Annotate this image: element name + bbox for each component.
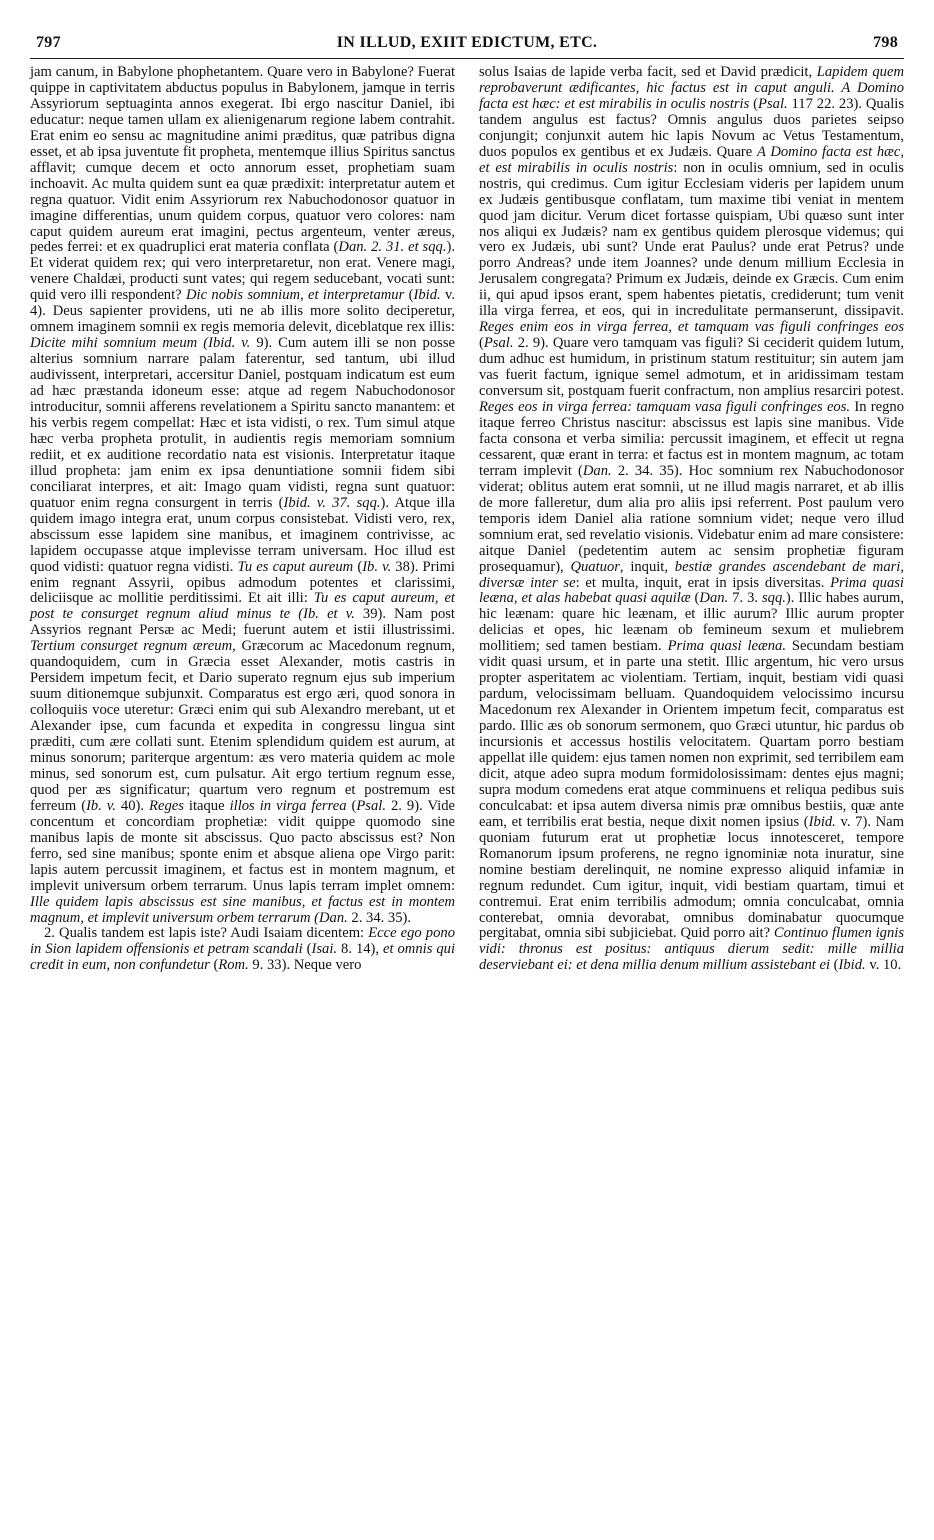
text-run: jam canum, in Babylone phophetantem. Quare vero in Babylone? Fuerat quippe in captivitatem abductus populus in Babylonem, jamque in terris Assyriorum septuaginta annos exegerat. Ibi ergo nascitur Daniel, ibi educatur: neque tamen ullam ex alienigenarum regione labem contrahit. Erat enim eo sensu ac magnitudine animi præditus, quæ patribus digna esset, et ab ipsa juventute fit propheta, mentemque illius Spiritus sanctus afflavit; cumque decem et octo annorum esset, prophetiam suam inchoavit. Ac multa quidem sunt ea quæ prædixit: interpretatur autem et regna quatuor. Vidit enim Assyriorum rex Nabuchodonosor quatuor in imagine differentias, unum quidem corpus, quatuor vero colores: nam caput quidem aureum erat imagini, pectus argenteum, venter æreus, pedes ferrei: et ex quadruplici erat materia conflata ( xyxy=(30,64,455,256)
text-run: ( xyxy=(749,95,759,112)
italic-text-run: Ib. v. xyxy=(86,797,116,814)
text-run: 2. Qualis tandem est lapis iste? Audi Isaiam dicentem: xyxy=(44,925,369,942)
text-run: 2. 34. 35). Hoc somnium rex Nabuchodonosor viderat; oblitus autem erat somnii, ut ne illud magis narraret, et ab illis de more falleretur, dum alia pro aliis ipsi referrent. Post paulum vero temporis idem Daniel alia ratione somnium videt; neque vero illud somnium erat, sed revelatio visionis. Videbatur enim ad mare consistere: aitque Daniel (pedetentim autem ac sensim prophetiæ figuram prosequamur), xyxy=(479,462,904,575)
text-run: ( xyxy=(302,941,312,958)
text-run: itaque xyxy=(183,797,230,814)
text-run: ( xyxy=(830,957,839,974)
italic-text-run: Reges xyxy=(149,797,184,814)
text-run: : et multa, inquit, erat in ipsis diversitas. xyxy=(575,574,831,591)
italic-text-run: Ibid. xyxy=(808,813,836,830)
text-run: solus Isaias de lapide verba facit, sed et David prædicit, xyxy=(479,64,817,80)
text-run: 2. 9). Vide concentum et concordiam prophetiæ: vidit quippe quomodo sine manibus lapis de monte sit abscissus. Quo pacto abscissus est? Non ferro, sed sine manibus; sponte enim et absque aliena ope Virgo parit: lapis autem percussit imaginem, et factus est in montem magnum, et implevit universum orbem terrarum. Unus lapis terram implet omnem: xyxy=(30,797,455,894)
italic-text-run: Dan. xyxy=(582,462,612,479)
italic-text-run: bestiæ grandes ascendebant de mari, diversæ inter se xyxy=(479,558,904,591)
italic-text-run: illos in virga ferrea xyxy=(229,797,347,814)
running-title: IN ILLUD, EXIIT EDICTUM, ETC. xyxy=(336,34,598,51)
text-run: : non in oculis omnium, sed in oculis nostris, qui credimus. Cum igitur Ecclesiam videris per lapidem unum ex Judæis gentibusque conflatam, tum maxime tibi veniat in mentem quod jam dicitur. Verum dicet fortasse quispiam, Ubi quæso sunt inter nos aliqui ex Judæis? nam ex gentibus quidem plerosque videmus; qui vero ex Judæis, ubi sunt? Unde erat Paulus? unde erat Petrus? unde porro Andreas? unde item Joannes? unde denum millium Ecclesia in Jerusalem congregata? Primum ex Judæis, deinde ex Græcis. Cum enim ii, qui apud ipsos erant, spem habentes pietatis, crediderunt; tum venit illa virga ferrea, et eos, qui in incredulitate permanserunt, dissipavit. xyxy=(479,159,904,320)
text-run: , Græcorum ac Macedonum regnum, quandoquidem, cum in Græcia esset Alexander, motis castris in Persidem impetum fecit, et Dario superato regnum ejus sub imperium suum ditionemque subjunxit. Comparatus est ergo æri, quod sonora in colloquiis voce uteretur: Græci enim qui sub Alexandro merebant, ut et Alexander ipse, cum facunda et expedita in congressu lingua sint præditi, cum ære collati sunt. Etenim splendidum quidem est aurum, at minus sonorum; pariterque argentum: æs vero materia quidem ac mole minus, sed sonorum est, cum pulsatur. Ait ergo tertium regnum esse, quod per æs significatur; quartum vero regnum et postremum est ferreum ( xyxy=(30,638,455,814)
text-run: Secundam bestiam vidit quasi ursum, et in parte una stetit. Illic argentum, hic vero ursus propter asperitatem ac violentiam. Tertiam, inquit, bestiam vidi quasi pardum, velocissimam belluam. Quandoquidem velocissimo incursu Macedonum rex Alexander in Orientem impetum fecit, comparatus est pardo. Illic æs ob sonorum sermonem, quo Græci utuntur, hic pardus ob incursionis et accessus hostilis velocitatem. Quartam porro bestiam appellat ille quidem: ejus tamen nomen non exprimit, sed terribilem eam dicit, atque adeo supra modum formidolosissimam: dentes ejus magni; supra modum comedens erat atque comminuens et reliqua pedibus suis conculcabat: et ipsa autem diversa nimis præ omnibus bestiis, quæ ante eam, et terribilis erat bestia, neque dixit nomen ipsius ( xyxy=(479,638,904,830)
text-run: ( xyxy=(404,287,414,304)
text-run: ( xyxy=(690,590,700,607)
italic-text-run: Psal. xyxy=(758,95,788,112)
italic-text-run: Tu es caput aureum xyxy=(237,558,354,575)
italic-text-run: Lapidem quem reprobaverunt ædificantes, hic factus est in caput anguli. A Domino facta est hæc: et est mirabilis in oculis nostris xyxy=(479,64,905,112)
italic-text-run: Ibid. xyxy=(838,957,866,974)
text-run: , inquit, xyxy=(619,558,675,575)
italic-text-run: Continuo flumen ignis vidi: thronus est positus: antiquus dierum sedit: mille millia deserviebant ei: et dena millia denum millium assistebant ei xyxy=(479,925,904,974)
text-run: v. 10. xyxy=(865,957,902,974)
text-run: ). Illic habes aurum, hic leænam: quare hic leænam, et illic aurum? Illic aurum propter delicias et opes, hic leænam ob femineum sexum et muliebrem mollitiem; sed tamen bestiam. xyxy=(479,590,904,655)
running-head xyxy=(30,28,904,59)
italic-text-run: Tu es caput aureum, et post te consurget regnum aliud minus te (Ib. et v. xyxy=(30,590,455,623)
page-number-right: 798 xyxy=(873,34,898,51)
italic-text-run: Psal. xyxy=(483,335,514,352)
italic-text-run: Reges eos in virga ferrea: tamquam vasa figuli confringes eos. xyxy=(479,399,851,416)
text-run: 39). Nam post Assyrios regnant Persæ ac Medi; fuerunt autem et istii illustrissimi. xyxy=(30,606,455,639)
text-run: 9. 33). Neque vero xyxy=(248,957,362,974)
italic-text-run: Dicite mihi somnium meum (Ibid. v. xyxy=(30,335,251,352)
text-run: 117 22. 23). Qualis tandem angulus est factus? Omnis angulus duos parietes seipso conjungit; conjunxit autem hic lapis Novum ac Vetus Testamentum, duos populos ex gentibus et ex Judæis. Quare xyxy=(479,95,904,160)
text-run: 7. 3. xyxy=(728,590,762,607)
italic-text-run: Tertium consurget regnum æreum xyxy=(30,638,233,655)
text-run: 9). Cum autem illi se non posse alterius somnium narrare palam faterentur, sed tantum, ubi illud audivissent, interpretari, accersitur Daniel, postquam indicatum est eum ad hæc præstanda idoneum esse: atque ad regem Nabuchodonosor introducitur, somnii afferens revelationem a Spiritu sancto manantem: et his verbis regem compellat: Hæc et ista vidisti, o rex. Tum simul atque hæc verba propheta protulit, in audientis regis memoriam somnium rediit, et ex auditione recordatio nata est visionis. Interpretatur itaque illud propheta: jam enim ex ipsa denuntiatione somnii fidem sibi conciliarat interpres, et ait: Imago quam vidisti, regna sunt quatuor: quatuor enim regna consurgent in terris ( xyxy=(30,335,455,511)
paragraph xyxy=(30,926,455,974)
page-number-left: 797 xyxy=(36,34,61,51)
text-run: 38). Primi enim regnant Assyrii, opibus admodum potentes et clarissimi, deliciisque ac mollitie perditissimi. Et ait illi: xyxy=(30,558,455,607)
italic-text-run: Psal. xyxy=(356,797,386,814)
text-run: 2. 9). Quare vero tamquam vas figuli? Si ceciderit quidem lutum, dum adhuc est humidum, in pristinum statum restituitur; sin autem jam vas fuerit factum, ignique semel admotum, et in aridissimam testam conversum sit, postquam fuerit confractum, non amplius resarciri potest. xyxy=(479,335,904,400)
text-run: ( xyxy=(479,335,484,352)
italic-text-run: Dan. xyxy=(699,590,729,607)
text-run: v. 7). Nam quoniam futurum erat ut prophetiæ locus innotesceret, tempore Romanorum ipsum proferens, ne regno ignominiæ nota inuratur, sine nomine bestiam derelinquit, ne nomine expresso aliquid infamiæ in regnum redundet. Cum igitur, inquit, vidi bestiam quartam, timui et contremui. Erat enim terribilis admodum; omnia conculcabat, omnia conterebat, omnia devorabat, omnibus dominabatur quocumque pergitabat, omnia sibi subjiciebat. Quid porro ait? xyxy=(479,813,904,942)
text-run: ). Atque illa quidem imago integra erat, unum corpus consistebat. Vidisti vero, rex, abscissum esse lapidem sine manibus, et imaginem contrivisse, ac lapidem occupasse atque implevisse terram universam. Hoc illud est quod vidisti: quatuor regna vidisti. xyxy=(30,494,456,575)
right-column xyxy=(479,65,904,974)
text-run: In regno itaque ferreo Christus nascitur: abscissus est lapis sine manibus. Vide facta consona et verba similia: percussit imaginem, et effecit ut regna cessarent, quæ erant in terra: et factus est in montem magnum, ac totam terram implevit ( xyxy=(479,399,904,479)
paragraph xyxy=(30,65,455,926)
italic-text-run: Dan. 2. 31. et sqq. xyxy=(338,239,447,256)
italic-text-run: Ibid. v. 37. sqq. xyxy=(283,494,381,511)
italic-text-run: Reges enim eos in virga ferrea, et tamquam vas figuli confringes eos xyxy=(479,319,904,336)
text-run: 8. 14), xyxy=(337,941,384,958)
italic-text-run: A Domino facta est hæc, et est mirabilis in oculis nostris xyxy=(479,143,904,176)
italic-text-run: sqq. xyxy=(762,590,786,607)
text-run: ). Et viderat quidem rex; qui vero interpretaretur, non erat. Venere magi, venere Chaldæi, producti sunt vates; qui regem seducebant, vocati sunt: quid vero illi respondent? xyxy=(30,239,455,304)
italic-text-run: Prima quasi leæna. xyxy=(667,638,786,655)
italic-text-run: Ib. v. xyxy=(362,558,392,575)
text-run: ( xyxy=(209,957,219,974)
italic-text-run: Ecce ego pono in Sion lapidem offensionis et petram scandali xyxy=(30,925,455,958)
text-run: ( xyxy=(346,797,357,814)
italic-text-run: Prima quasi leæna, et alas habebat quasi aquilæ xyxy=(479,574,904,607)
left-column xyxy=(30,65,455,974)
italic-text-run: Quatuor xyxy=(570,558,620,575)
paragraph xyxy=(479,65,904,974)
italic-text-run: Rom. xyxy=(218,957,249,974)
italic-text-run: Ille quidem lapis abscissus est sine manibus, et factus est in montem magnum, et implevit universum orbem terrarum (Dan. xyxy=(30,893,455,926)
italic-text-run: Ibid. xyxy=(413,287,441,304)
italic-text-run: Isai. xyxy=(311,941,338,958)
italic-text-run: Dic nobis somnium, et interpretamur xyxy=(185,287,405,304)
text-run: v. 4). Deus sapienter providens, uti ne ab illis more solito deciperetur, omnem imaginem somnii ex regis memoria delevit, diceblatque rex illis: xyxy=(30,287,455,336)
text-columns xyxy=(30,65,904,974)
italic-text-run: et omnis qui credit in eum, non confundetur xyxy=(30,941,455,974)
text-run: ( xyxy=(353,558,363,575)
text-run: 2. 34. 35). xyxy=(347,909,412,926)
text-run: 40). xyxy=(115,797,150,814)
